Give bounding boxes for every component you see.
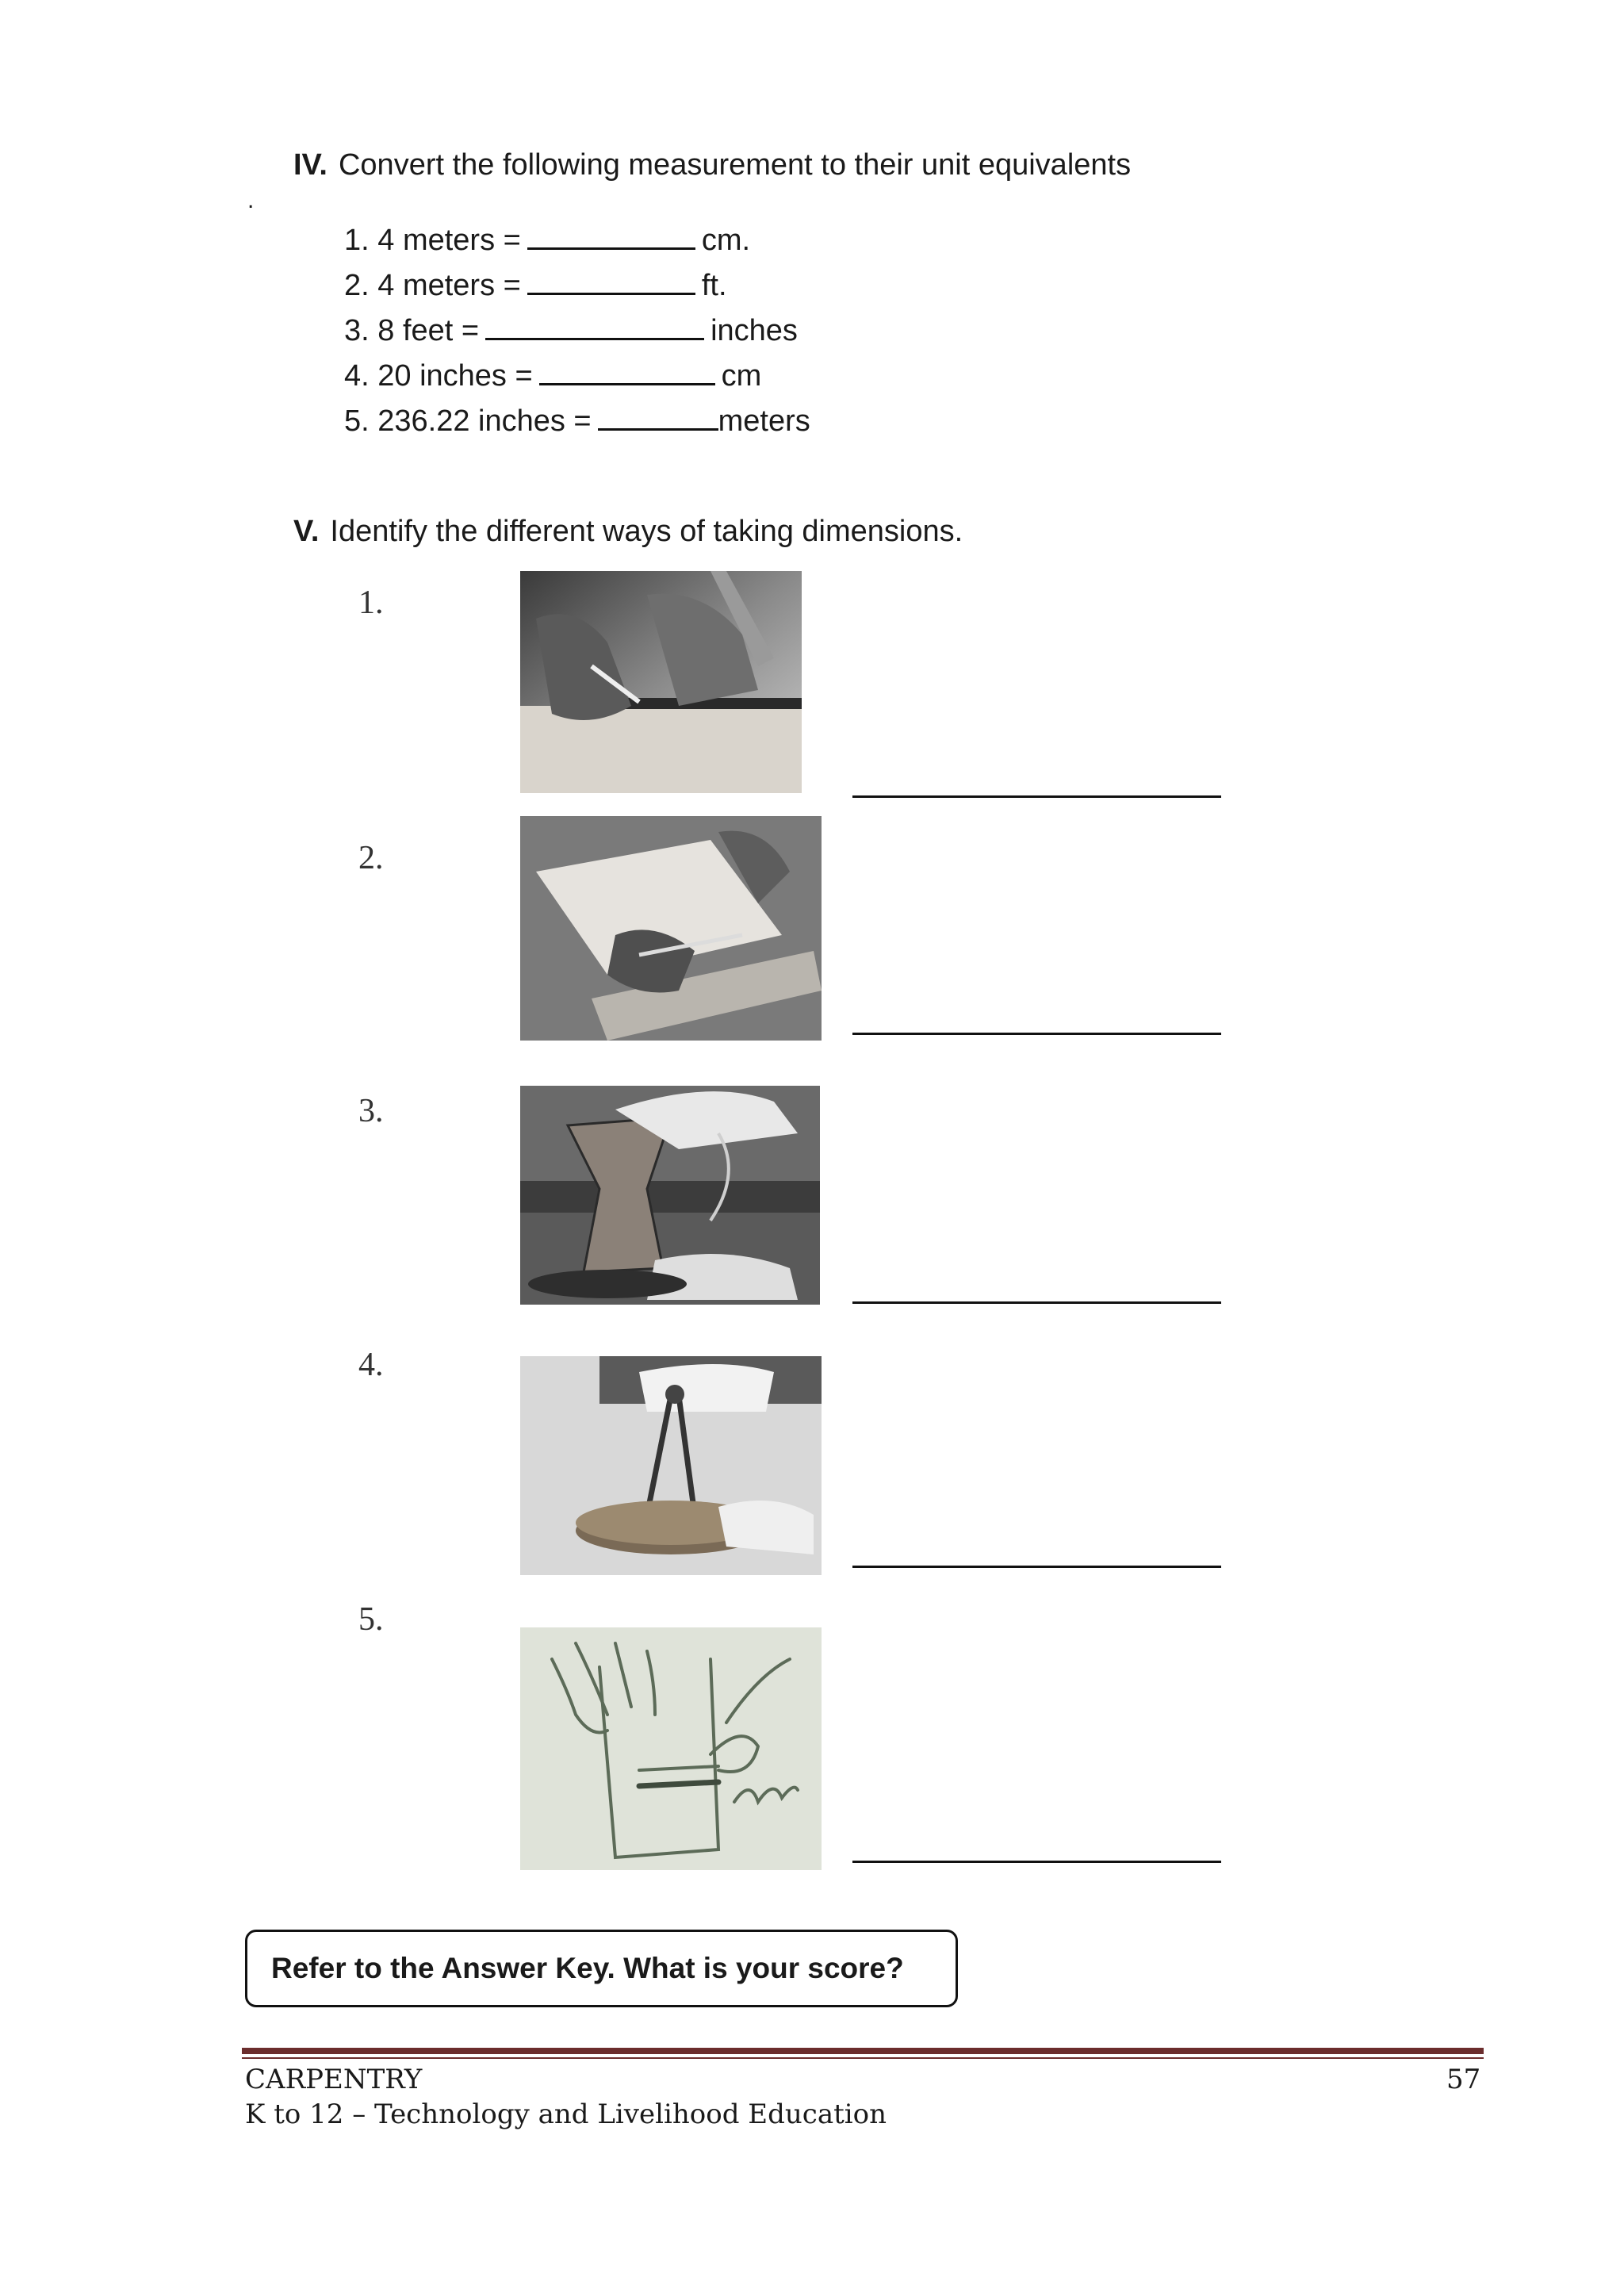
answer-line[interactable] xyxy=(852,1301,1221,1304)
section-4-heading xyxy=(293,148,1131,182)
section-4-instruction: Convert the following measurement to their unit equivalents xyxy=(338,148,1132,182)
footer-course: K to 12 – Technology and Livelihood Education xyxy=(245,2099,887,2130)
conversion-item-unit: ft. xyxy=(701,269,727,302)
conversion-item-1 xyxy=(344,220,750,258)
dimension-item-number: 3. xyxy=(358,1093,384,1129)
photo-measuring-with-dividers xyxy=(520,1356,822,1575)
conversion-item-label: 2. 4 meters = xyxy=(344,269,521,302)
conversion-item-4 xyxy=(344,356,761,393)
answer-line[interactable] xyxy=(852,795,1221,798)
dimension-item-number: 4. xyxy=(358,1347,384,1383)
section-5-number: V. xyxy=(293,515,320,548)
footer-subject: CARPENTRY xyxy=(245,2064,423,2095)
conversion-item-unit: cm. xyxy=(701,224,751,257)
conversion-item-label: 4. 20 inches = xyxy=(344,359,533,393)
section-4-number: IV. xyxy=(293,148,327,182)
score-box-text: Refer to the Answer Key. What is your score? xyxy=(271,1952,904,1984)
answer-line[interactable] xyxy=(852,1566,1221,1568)
conversion-item-unit: cm xyxy=(721,359,762,393)
page-number: 57 xyxy=(1446,2064,1481,2095)
answer-blank[interactable] xyxy=(485,311,704,340)
conversion-item-unit: inches xyxy=(710,314,798,347)
conversion-item-label: 5. 236.22 inches = xyxy=(344,404,592,438)
conversion-item-unit: meters xyxy=(718,404,810,438)
score-box xyxy=(245,1930,958,2007)
photo-marking-board-edge xyxy=(520,816,822,1041)
photo-measuring-with-calipers xyxy=(520,1086,820,1305)
answer-line[interactable] xyxy=(852,1861,1221,1863)
answer-blank[interactable] xyxy=(539,356,715,385)
conversion-item-label: 1. 4 meters = xyxy=(344,224,521,257)
dimension-item-number: 1. xyxy=(358,585,384,621)
drawing-gauge-marking xyxy=(520,1627,822,1870)
conversion-item-3 xyxy=(344,311,798,348)
dimension-item-number: 5. xyxy=(358,1601,384,1638)
answer-line[interactable] xyxy=(852,1033,1221,1035)
dimension-item-number: 2. xyxy=(358,840,384,876)
footer-rule-thin xyxy=(242,2057,1484,2059)
footer-rule-thick xyxy=(242,2048,1484,2054)
answer-blank[interactable] xyxy=(598,401,718,431)
conversion-item-5 xyxy=(344,401,810,439)
answer-blank[interactable] xyxy=(527,220,695,250)
photo-marking-with-square xyxy=(520,571,802,793)
answer-blank[interactable] xyxy=(527,266,695,295)
conversion-item-2 xyxy=(344,266,727,303)
section-5-heading xyxy=(293,514,963,549)
conversion-item-label: 3. 8 feet = xyxy=(344,314,480,347)
stray-mark: . xyxy=(247,187,255,213)
section-5-instruction: Identify the different ways of taking dimensions. xyxy=(330,515,963,548)
